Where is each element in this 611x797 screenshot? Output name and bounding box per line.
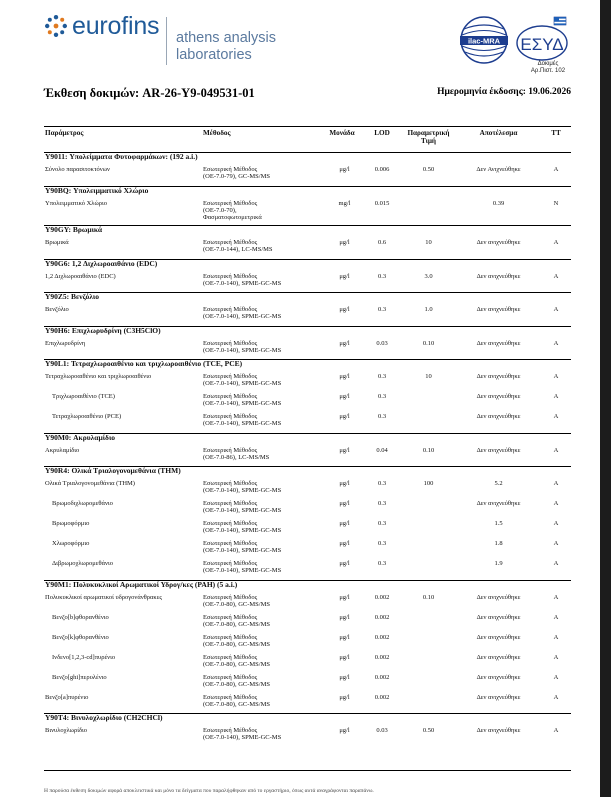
table-row [44,560,571,580]
result-cell: Δεν ανιχνεύθηκε [476,693,521,701]
result-cell: Δεν ανιχνεύθηκε [476,613,521,621]
result-cell: Δεν ανιχνεύθηκε [476,653,521,661]
col-header-method: Μέθοδος [202,127,321,153]
group-row [44,326,571,340]
method-line: (OE-7.0-140), SPME-GC-MS [203,279,282,287]
parametric-value-cell [401,393,456,413]
parameter-cell: Χλωροφόρμιο [52,540,90,547]
lod-cell: 0.3 [377,306,387,313]
parametric-value-cell [401,520,456,540]
table-row [44,634,571,654]
lod-cell: 0.002 [374,613,390,621]
method-cell [202,447,321,467]
method-line: (OE-7.0-140), SPME-GC-MS [203,487,282,495]
group-row [44,714,571,728]
parameter-cell: Βρωμικά [45,239,69,246]
table-row [44,200,571,226]
accreditation-number: Αρ.Πιστ. 102 [530,68,566,74]
method-cell [202,340,321,360]
group-title: Y90M1: Πολυκυκλικοί Αρωματικοί Υδρογ/κες (PAH) (5 a.i.) [44,580,571,594]
lod-cell: 0.3 [377,272,387,280]
tt-cell: A [553,339,559,347]
eurofins-wordmark: eurofins [72,12,160,40]
tt-cell: A [553,306,559,313]
method-cell [202,674,321,694]
result-cell: Δεν ανιχνεύθηκε [476,673,521,681]
method-line: (OE-7.0-80), GC-MS/MS [203,700,270,708]
method-line: Εσωτερική Μέθοδος [203,560,258,567]
ilac-mra-logo-icon [456,15,512,65]
result-cell: Δεν ανιχνεύθηκε [476,593,521,601]
tt-cell: A [553,480,559,487]
result-cell: 0.39 [492,199,505,207]
parameter-cell: Πολυκυκλικοί αρωματικοί υδρογονάνθρακες [45,593,162,601]
result-cell: Δεν ανιχνεύθηκε [476,239,521,246]
unit-cell: μg/l [339,446,350,454]
col-header-parameter: Παράμετρος [44,127,202,153]
method-line: (OE-7.0-140), SPME-GC-MS [203,400,282,408]
tt-cell: A [553,446,559,454]
unit-cell: μg/l [339,653,350,661]
unit-cell: μg/l [339,520,350,527]
parameter-cell: Βρωμοφόρμιο [52,520,90,527]
group-row [44,153,571,167]
result-cell: Δεν ανιχνεύθηκε [476,339,521,347]
table-row [44,614,571,634]
parametric-value-cell: 10 [425,373,432,380]
table-header-row [44,127,571,153]
parametric-value-cell: 0.10 [422,339,435,347]
tt-cell: A [553,413,559,420]
method-cell [202,500,321,520]
method-line: Εσωτερική Μέθοδος [203,339,258,347]
table-row [44,500,571,520]
method-line: (OE-7.0-80), GC-MS/MS [203,680,270,688]
method-line: (OE-7.0-80), GC-MS/MS [203,640,270,648]
tt-cell: A [553,272,559,280]
unit-cell: μg/l [339,413,350,420]
method-line: Εσωτερική Μέθοδος [203,693,258,701]
table-row [44,480,571,500]
unit-cell: μg/l [339,393,350,400]
group-row [44,226,571,240]
parameter-cell: Ολικά Τριαλογονομεθάνια (THM) [45,480,135,487]
lod-cell: 0.3 [377,520,387,527]
method-line: Εσωτερική Μέθοδος [203,480,258,487]
method-line: Εσωτερική Μέθοδος [203,653,258,661]
group-title: Y90R4: Ολικά Τριαλογονομεθάνια (THM) [44,467,571,481]
method-line: Εσωτερική Μέθοδος [203,393,258,400]
parameter-cell: Βινυλοχλωρίδιο [45,727,88,734]
parametric-value-cell: 1.0 [424,306,433,313]
group-title: Y9011: Υπολείμματα Φυτοφαρμάκων: (192 a.i.) [45,152,198,161]
method-line: (OE-7.0-140), SPME-GC-MS [203,567,282,575]
method-cell [202,520,321,540]
parametric-value-cell [401,540,456,560]
lod-cell: 0.002 [374,633,390,641]
method-line: (OE-7.0-70), [203,206,237,214]
lod-cell: 0.002 [374,693,390,701]
method-line: Εσωτερική Μέθοδος [203,272,258,280]
method-line: Εσωτερική Μέθοδος [203,673,258,681]
lod-cell: 0.002 [374,593,390,601]
parametric-value-cell [401,614,456,634]
tt-cell: A [553,520,559,527]
method-cell [202,393,321,413]
group-title: Y90GY: Βρωμικά [44,226,571,240]
accreditation-type: Δοκιμές [537,61,559,67]
method-line: Εσωτερική Μέθοδος [203,500,258,507]
method-cell [202,560,321,580]
parameter-cell: Διβρωμοχλωρομεθάνιο [52,560,113,567]
result-cell: Δεν ανιχνεύθηκε [476,633,521,641]
table-row [44,594,571,614]
table-row [44,654,571,674]
method-line: (OE-7.0-140), SPME-GC-MS [203,420,282,428]
result-cell: 1.5 [494,520,503,527]
tt-cell: A [553,653,559,661]
method-line: Εσωτερική Μέθοδος [203,520,258,527]
col-header-parametric-value: Παραμετρική Τιμή [401,127,456,153]
method-cell [202,480,321,500]
parameter-cell: Βενζο[k]φθορανθένιο [52,633,109,641]
unit-cell: μg/l [339,480,350,487]
parametric-value-cell [401,413,456,433]
method-line: (OE-7.0-144), LC-MS/MS [203,246,273,254]
lab-name [176,30,276,64]
parameter-cell: Επιχλωρυδρίνη [45,339,86,347]
group-row [44,580,571,594]
parameter-cell: Τετραχλωροαιθένιο και τριχλωροαιθένιο [45,373,152,380]
group-title: Y90L1: Τετραχλωροαιθένιο και τριχλωροαιθένιο (TCE, PCE) [44,360,571,374]
lod-cell: 0.3 [377,560,387,567]
unit-cell: mg/l [338,199,351,207]
lod-cell: 0.015 [374,199,390,207]
parameter-cell: Υπολειμματικό Χλώριο [45,199,107,207]
tt-cell: A [553,593,559,601]
parameter-cell: Ινδενο[1,2,3-cd]πυρένιο [52,653,116,661]
parameter-cell: 1,2 Διχλωροαιθάνιο (EDC) [45,272,116,280]
col-header-tt: ΤΤ [541,127,571,153]
result-cell: 1.8 [494,540,503,547]
result-cell: Δεν ανιχνεύθηκε [476,272,521,280]
tt-cell: A [553,373,559,380]
lod-cell: 0.3 [377,500,387,507]
method-cell [202,373,321,393]
method-line: Εσωτερική Μέθοδος [203,373,258,380]
result-cell: Δεν ανιχνεύθηκε [476,413,521,420]
parametric-value-cell: 0.10 [422,593,435,601]
method-line: Φασματοφωτομετρικά [203,214,262,222]
result-cell: 1.9 [494,560,503,567]
lod-cell: 0.3 [377,393,387,400]
esyd-logo-text: ΕΣΥΔ [520,35,564,54]
table-row [44,393,571,413]
group-row [44,467,571,481]
table-row [44,674,571,694]
method-cell [202,727,321,747]
table-row [44,447,571,467]
method-line: (OE-7.0-80), GC-MS/MS [203,620,270,628]
method-line: (OE-7.0-140), SPME-GC-MS [203,313,282,321]
table-row [44,239,571,259]
lod-cell: 0.006 [374,166,390,173]
method-line: (OE-7.0-140), SPME-GC-MS [203,527,282,535]
unit-cell: μg/l [339,166,350,173]
col-header-result: Αποτέλεσμα [456,127,541,153]
method-line: (OE-7.0-79), GC-MS/MS [203,173,270,181]
tt-cell: A [553,673,559,681]
method-line: Εσωτερική Μέθοδος [203,540,258,547]
result-cell: Δεν ανιχνεύθηκε [476,500,521,507]
method-cell [202,634,321,654]
tt-cell: A [553,613,559,621]
parametric-value-cell: 0.50 [422,166,435,173]
method-cell [202,540,321,560]
result-cell: Δεν ανιχνεύθηκε [476,727,521,734]
result-cell: Δεν ανιχνεύθηκε [476,373,521,380]
group-row [44,186,571,200]
lab-name-line1: athens analysis [176,30,276,46]
table-row [44,273,571,293]
method-line: Εσωτερική Μέθοδος [203,727,258,734]
method-cell [202,614,321,634]
unit-cell: μg/l [339,239,350,246]
ilac-logo-text: ilac-MRA [467,36,501,46]
parametric-value-cell [401,500,456,520]
group-title: Y90T4: Βινυλοχλωρίδιο (CH2CHCl) [44,714,571,728]
parameter-cell: Βρωμοδιχλωρομεθάνιο [52,500,113,507]
unit-cell: μg/l [339,633,350,641]
unit-cell: μg/l [339,673,350,681]
unit-cell: μg/l [339,339,350,347]
method-line: Εσωτερική Μέθοδος [203,593,258,601]
result-cell: Δεν ανιχνεύθηκε [476,393,521,400]
tt-cell: A [553,540,559,547]
unit-cell: μg/l [339,373,350,380]
lod-cell: 0.6 [377,239,387,246]
lod-cell: 0.03 [376,339,388,347]
tt-cell: A [553,166,559,173]
unit-cell: μg/l [339,272,350,280]
tt-cell: N [553,199,559,207]
method-cell [202,694,321,714]
parametric-value-cell [401,674,456,694]
group-title: Y90H6: Επιχλωρυδρίνη (C3H5ClO) [44,326,571,340]
results-table [44,126,571,747]
method-line: (OE-7.0-140), SPME-GC-MS [203,507,282,515]
parametric-value-cell [401,694,456,714]
report-title: Έκθεση δοκιμών: AR-26-Y9-049531-01 [44,86,255,100]
parametric-value-cell: 0.10 [422,446,435,454]
parameter-cell: Βενζο[b]φθορανθένιο [52,613,109,621]
method-line: Εσωτερική Μέθοδος [203,613,258,621]
method-line: Εσωτερική Μέθοδος [203,239,258,246]
parameter-cell: Βενζόλιο [45,306,69,313]
header-divider [166,17,167,65]
unit-cell: μg/l [339,693,350,701]
parameter-cell: Ακρυλαμίδιο [45,446,80,454]
method-line: Εσωτερική Μέθοδος [203,199,258,207]
result-cell: Δεν ανιχνεύθηκε [476,446,521,454]
lod-cell: 0.04 [376,446,388,454]
method-line: Εσωτερική Μέθοδος [203,306,258,313]
group-title: Y90Z5: Βενζόλιο [44,293,571,307]
tt-cell: A [553,393,559,400]
tt-cell: A [553,693,559,701]
table-row [44,340,571,360]
method-line: (OE-7.0-140), SPME-GC-MS [203,346,282,354]
method-cell [202,239,321,259]
table-row [44,413,571,433]
table-row [44,166,571,186]
method-line: Εσωτερική Μέθοδος [203,633,258,641]
lod-cell: 0.3 [377,480,387,487]
tt-cell: A [553,500,559,507]
lod-cell: 0.3 [377,540,387,547]
tt-cell: A [553,239,559,246]
method-cell [202,306,321,326]
method-line: (OE-7.0-80), GC-MS/MS [203,600,270,608]
method-line: Εσωτερική Μέθοδος [203,446,258,454]
parametric-value-cell [401,200,456,226]
group-row [44,293,571,307]
result-cell: Δεν ανιχνεύθηκε [476,306,521,313]
lod-cell: 0.002 [374,653,390,661]
group-row [44,259,571,273]
method-line: (OE-7.0-140), SPME-GC-MS [203,734,282,742]
unit-cell: μg/l [339,500,350,507]
group-row [44,433,571,447]
parametric-value-cell [401,654,456,674]
parametric-value-cell: 3.0 [424,272,433,280]
parameter-cell: Βενζο[a]πυρένιο [45,693,89,701]
table-row [44,694,571,714]
method-cell [202,594,321,614]
parametric-value-cell: 0.50 [422,727,435,734]
col-header-lod: LOD [363,127,401,153]
eurofins-logo-icon [44,14,68,38]
unit-cell: μg/l [339,727,350,734]
table-row [44,306,571,326]
method-cell [202,413,321,433]
tt-cell: A [553,727,559,734]
parametric-value-cell: 10 [425,239,432,246]
method-cell [202,166,321,186]
parameter-cell: Τριχλωροαιθένιο (TCE) [52,393,115,400]
tt-cell: A [553,633,559,641]
unit-cell: μg/l [339,540,350,547]
method-line: (OE-7.0-80), GC-MS/MS [203,660,270,668]
group-title: Y90G6: 1,2 Διχλωροαιθάνιο (EDC) [44,259,571,273]
results-body [44,153,571,748]
method-cell [202,654,321,674]
method-line: (OE-7.0-86), LC-MS/MS [203,453,270,461]
bottom-rule [44,770,571,771]
lod-cell: 0.3 [377,373,387,380]
table-row [44,520,571,540]
method-cell [202,200,321,226]
parametric-value-cell [401,634,456,654]
unit-cell: μg/l [339,613,350,621]
footer-note: Η παρούσα έκθεση δοκιμών αφορά αποκλειστικά και μόνο τα δείγματα που παραλήφθηκαν από το εργαστήριο, όπως αυτά αναγράφονται παραπάνω. [44,788,374,794]
table-row [44,373,571,393]
table-row [44,540,571,560]
lod-cell: 0.002 [374,673,390,681]
parametric-value-cell [401,560,456,580]
lod-cell: 0.03 [376,727,388,734]
group-title: Y90M0: Ακρυλαμίδιο [44,433,571,447]
result-cell: 5.2 [494,480,503,487]
method-line: (OE-7.0-140), SPME-GC-MS [203,380,282,388]
lab-name-line2: laboratories [176,47,252,63]
parameter-cell: Τετραχλωροαιθένιο (PCE) [52,413,122,420]
group-row [44,360,571,374]
esyd-logo-icon [514,15,570,63]
unit-cell: μg/l [339,306,350,313]
parameter-cell: Βενζο[ghi]περυλένιο [52,673,107,681]
method-line: Εσωτερική Μέθοδος [203,166,258,173]
unit-cell: μg/l [339,593,350,601]
issue-date: Ημερομηνία έκδοσης: 19.06.2026 [437,87,571,97]
parametric-value-cell: 100 [423,480,434,487]
parameter-cell: Σύνολο παρασιτοκτόνων [45,166,110,173]
method-line: Εσωτερική Μέθοδος [203,413,258,420]
result-cell: Δεν Ανιχνεύθηκε [476,166,521,173]
col-header-unit: Μονάδα [321,127,363,153]
method-line: (OE-7.0-140), SPME-GC-MS [203,547,282,555]
method-cell [202,273,321,293]
unit-cell: μg/l [339,560,350,567]
table-row [44,727,571,747]
group-title: Y90BQ: Υπολειμματικό Χλώριο [44,186,571,200]
lod-cell: 0.3 [377,413,387,420]
tt-cell: A [553,560,559,567]
